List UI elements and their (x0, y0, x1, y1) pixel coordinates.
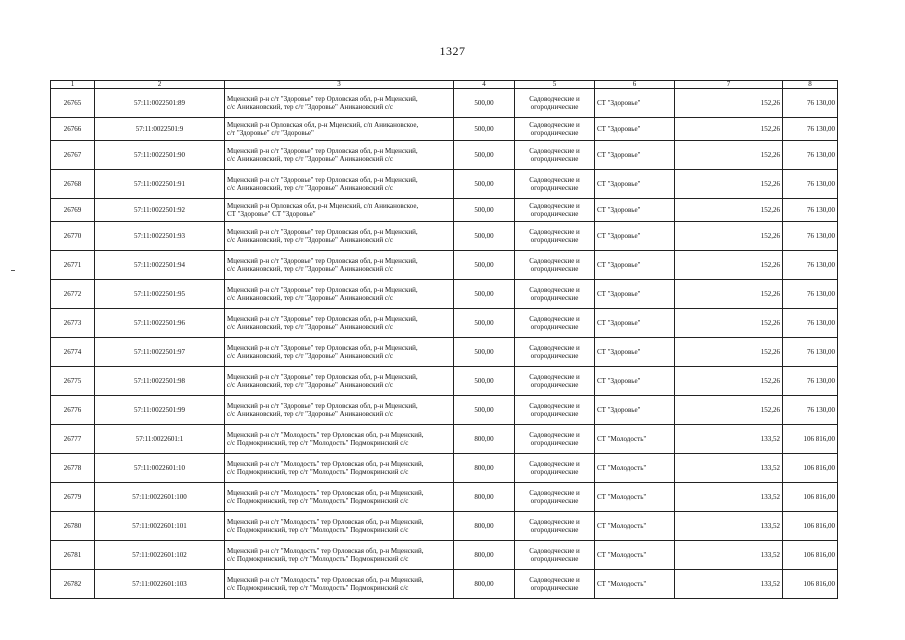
table-row (51, 367, 838, 396)
plot-area: 800,00 (454, 512, 515, 541)
address-line-1: Мценский р-н с/т "Здоровье" тер Орловская обл, р-н Мценский, (227, 343, 418, 352)
row-number: 26782 (51, 570, 95, 599)
plot-address (225, 425, 454, 454)
land-use-line-1: Садоводческие и (529, 343, 580, 352)
plot-address (225, 89, 454, 118)
address-line-1: Мценский р-н с/т "Здоровье" тер Орловская обл, р-н Мценский, (227, 256, 418, 265)
table-body (51, 89, 838, 599)
stray-mark (11, 270, 15, 271)
cadastral-value: 106 816,00 (783, 512, 838, 541)
cadastral-value: 76 130,00 (783, 170, 838, 199)
table-row (51, 338, 838, 367)
land-use-line-2: огороднические (530, 410, 579, 418)
partnership-name: СТ "Здоровье" (595, 396, 675, 425)
table-row (51, 396, 838, 425)
specific-value: 152,26 (675, 118, 783, 141)
land-use-line-2: огороднические (530, 323, 579, 331)
land-use (515, 280, 595, 309)
partnership-name: СТ "Молодость" (595, 570, 675, 599)
partnership-name: СТ "Молодость" (595, 454, 675, 483)
specific-value: 133,52 (675, 512, 783, 541)
specific-value: 152,26 (675, 222, 783, 251)
specific-value: 152,26 (675, 396, 783, 425)
specific-value: 152,26 (675, 89, 783, 118)
land-use-line-2: огороднические (530, 497, 579, 505)
plot-area: 500,00 (454, 280, 515, 309)
address-line-2: с/с Подмокринский, тер с/т "Молодость" Подмокринский с/с (227, 468, 409, 476)
plot-area: 500,00 (454, 89, 515, 118)
land-use-line-1: Садоводческие и (529, 488, 580, 497)
plot-address (225, 570, 454, 599)
cadastral-number: 57:11:0022601:103 (95, 570, 225, 599)
cadastral-number: 57:11:0022501:94 (95, 251, 225, 280)
land-use-line-1: Садоводческие и (529, 430, 580, 439)
land-use (515, 570, 595, 599)
row-number: 26779 (51, 483, 95, 512)
cadastral-value: 76 130,00 (783, 222, 838, 251)
cadastral-number: 57:11:0022501:99 (95, 396, 225, 425)
land-use-line-2: огороднические (530, 468, 579, 476)
land-use-line-2: огороднические (530, 155, 579, 163)
partnership-name: СТ "Здоровье" (595, 280, 675, 309)
partnership-name: СТ "Здоровье" (595, 338, 675, 367)
plot-area: 500,00 (454, 141, 515, 170)
specific-value: 133,52 (675, 483, 783, 512)
column-header-3: 3 (225, 81, 454, 89)
plot-address (225, 396, 454, 425)
specific-value: 152,26 (675, 170, 783, 199)
partnership-name: СТ "Здоровье" (595, 199, 675, 222)
land-use (515, 367, 595, 396)
table-row (51, 541, 838, 570)
address-line-1: Мценский р-н с/т "Молодость" тер Орловская обл, р-н Мценский, (227, 488, 424, 497)
cadastral-value: 76 130,00 (783, 118, 838, 141)
address-line-2: с/с Аникановский, тер с/т "Здоровье" Аникановский с/с (227, 294, 393, 302)
land-use-line-2: огороднические (530, 294, 579, 302)
plot-address (225, 118, 454, 141)
land-use (515, 222, 595, 251)
column-header-7: 7 (675, 81, 783, 89)
plot-area: 800,00 (454, 483, 515, 512)
partnership-name: СТ "Здоровье" (595, 222, 675, 251)
land-use-line-1: Садоводческие и (529, 314, 580, 323)
cadastral-number: 57:11:0022501:98 (95, 367, 225, 396)
partnership-name: СТ "Здоровье" (595, 118, 675, 141)
partnership-name: СТ "Здоровье" (595, 367, 675, 396)
plot-area: 800,00 (454, 570, 515, 599)
address-line-2: с/с Подмокринский, тер с/т "Молодость" Подмокринский с/с (227, 497, 409, 505)
land-use (515, 251, 595, 280)
cadastral-number: 57:11:0022501:9 (95, 118, 225, 141)
plot-address (225, 483, 454, 512)
land-use (515, 512, 595, 541)
specific-value: 152,26 (675, 309, 783, 338)
plot-address (225, 512, 454, 541)
plot-address (225, 280, 454, 309)
partnership-name: СТ "Здоровье" (595, 309, 675, 338)
land-use-line-2: огороднические (530, 439, 579, 447)
land-use (515, 170, 595, 199)
address-line-2: с/с Аникановский, тер с/т "Здоровье" Аникановский с/с (227, 103, 393, 111)
cadastral-number: 57:11:0022601:10 (95, 454, 225, 483)
plot-address (225, 251, 454, 280)
land-use (515, 396, 595, 425)
address-line-1: Мценский р-н с/т "Молодость" тер Орловская обл, р-н Мценский, (227, 575, 424, 584)
cadastral-number: 57:11:0022501:95 (95, 280, 225, 309)
address-line-1: Мценский р-н с/т "Здоровье" тер Орловская обл, р-н Мценский, (227, 94, 418, 103)
land-use (515, 454, 595, 483)
land-use-line-2: огороднические (530, 555, 579, 563)
plot-area: 500,00 (454, 309, 515, 338)
column-header-6: 6 (595, 81, 675, 89)
cadastral-value: 76 130,00 (783, 338, 838, 367)
address-line-2: с/с Аникановский, тер с/т "Здоровье" Аникановский с/с (227, 184, 393, 192)
cadastral-number: 57:11:0022501:97 (95, 338, 225, 367)
specific-value: 133,52 (675, 454, 783, 483)
land-use-line-2: огороднические (530, 236, 579, 244)
specific-value: 152,26 (675, 367, 783, 396)
address-line-1: Мценский р-н с/т "Здоровье" тер Орловская обл, р-н Мценский, (227, 314, 418, 323)
plot-address (225, 454, 454, 483)
specific-value: 152,26 (675, 251, 783, 280)
cadastral-number: 57:11:0022501:89 (95, 89, 225, 118)
table-row (51, 251, 838, 280)
row-number: 26765 (51, 89, 95, 118)
cadastral-value: 106 816,00 (783, 454, 838, 483)
cadastral-number: 57:11:0022601:100 (95, 483, 225, 512)
row-number: 26775 (51, 367, 95, 396)
cadastral-value: 76 130,00 (783, 141, 838, 170)
row-number: 26769 (51, 199, 95, 222)
row-number: 26774 (51, 338, 95, 367)
specific-value: 133,52 (675, 541, 783, 570)
address-line-2: с/с Подмокринский, тер с/т "Молодость" Подмокринский с/с (227, 439, 409, 447)
partnership-name: СТ "Молодость" (595, 541, 675, 570)
land-use (515, 483, 595, 512)
table-row (51, 222, 838, 251)
row-number: 26776 (51, 396, 95, 425)
plot-area: 500,00 (454, 170, 515, 199)
plot-address (225, 199, 454, 222)
cadastral-value: 106 816,00 (783, 570, 838, 599)
land-use-line-1: Садоводческие и (529, 201, 580, 210)
land-use-line-1: Садоводческие и (529, 575, 580, 584)
partnership-name: СТ "Молодость" (595, 483, 675, 512)
cadastral-number: 57:11:0022501:93 (95, 222, 225, 251)
row-number: 26766 (51, 118, 95, 141)
land-use-line-1: Садоводческие и (529, 94, 580, 103)
land-use-line-1: Садоводческие и (529, 459, 580, 468)
land-plot-table (50, 80, 838, 599)
column-header-4: 4 (454, 81, 515, 89)
row-number: 26771 (51, 251, 95, 280)
table-row (51, 425, 838, 454)
row-number: 26772 (51, 280, 95, 309)
page-number: 1327 (439, 44, 466, 58)
land-use (515, 141, 595, 170)
plot-area: 500,00 (454, 199, 515, 222)
land-use-line-1: Садоводческие и (529, 227, 580, 236)
plot-area: 500,00 (454, 222, 515, 251)
address-line-2: СТ "Здоровье" СТ "Здоровье" (227, 210, 316, 218)
address-line-1: Мценский р-н с/т "Здоровье" тер Орловская обл, р-н Мценский, (227, 372, 418, 381)
land-use-line-1: Садоводческие и (529, 120, 580, 129)
address-line-1: Мценский р-н с/т "Здоровье" тер Орловская обл, р-н Мценский, (227, 285, 418, 294)
column-header-2: 2 (95, 81, 225, 89)
address-line-1: Мценский р-н с/т "Молодость" тер Орловская обл, р-н Мценский, (227, 459, 424, 468)
land-use-line-1: Садоводческие и (529, 285, 580, 294)
land-use-line-2: огороднические (530, 129, 579, 137)
address-line-1: Мценский р-н с/т "Здоровье" тер Орловская обл, р-н Мценский, (227, 227, 418, 236)
land-use-line-2: огороднические (530, 381, 579, 389)
plot-area: 800,00 (454, 454, 515, 483)
column-header-5: 5 (515, 81, 595, 89)
land-use-line-2: огороднические (530, 210, 579, 218)
land-use (515, 541, 595, 570)
partnership-name: СТ "Здоровье" (595, 170, 675, 199)
land-use-line-2: огороднические (530, 184, 579, 192)
table-row (51, 118, 838, 141)
plot-area: 500,00 (454, 396, 515, 425)
cadastral-number: 57:11:0022501:96 (95, 309, 225, 338)
table-row (51, 280, 838, 309)
plot-area: 500,00 (454, 251, 515, 280)
address-line-1: Мценский р-н Орловская обл, р-н Мценский, с/п Аникановское, (227, 201, 419, 210)
address-line-1: Мценский р-н с/т "Здоровье" тер Орловская обл, р-н Мценский, (227, 401, 418, 410)
plot-area: 800,00 (454, 425, 515, 454)
header-row (51, 81, 838, 89)
address-line-2: с/с Аникановский, тер с/т "Здоровье" Аникановский с/с (227, 410, 393, 418)
address-line-1: Мценский р-н с/т "Здоровье" тер Орловская обл, р-н Мценский, (227, 146, 418, 155)
cadastral-value: 76 130,00 (783, 309, 838, 338)
plot-area: 500,00 (454, 118, 515, 141)
cadastral-number: 57:11:0022501:90 (95, 141, 225, 170)
specific-value: 133,52 (675, 425, 783, 454)
cadastral-value: 106 816,00 (783, 483, 838, 512)
plot-address (225, 222, 454, 251)
land-use (515, 338, 595, 367)
column-header-8: 8 (783, 81, 838, 89)
plot-address (225, 141, 454, 170)
partnership-name: СТ "Здоровье" (595, 89, 675, 118)
plot-address (225, 541, 454, 570)
address-line-2: с/с Аникановский, тер с/т "Здоровье" Аникановский с/с (227, 381, 393, 389)
cadastral-value: 106 816,00 (783, 541, 838, 570)
cadastral-value: 76 130,00 (783, 367, 838, 396)
land-use (515, 199, 595, 222)
land-use-line-2: огороднические (530, 584, 579, 592)
table-row (51, 89, 838, 118)
land-use-line-1: Садоводческие и (529, 256, 580, 265)
column-header-1: 1 (51, 81, 95, 89)
plot-area: 500,00 (454, 338, 515, 367)
table-row (51, 199, 838, 222)
cadastral-number: 57:11:0022501:91 (95, 170, 225, 199)
table-row (51, 570, 838, 599)
address-line-2: с/с Аникановский, тер с/т "Здоровье" Аникановский с/с (227, 265, 393, 273)
land-use-line-1: Садоводческие и (529, 146, 580, 155)
address-line-1: Мценский р-н Орловская обл, р-н Мценский, с/п Аникановское, (227, 120, 419, 129)
land-use-line-2: огороднические (530, 352, 579, 360)
land-use (515, 425, 595, 454)
cadastral-value: 76 130,00 (783, 251, 838, 280)
row-number: 26767 (51, 141, 95, 170)
plot-area: 800,00 (454, 541, 515, 570)
row-number: 26773 (51, 309, 95, 338)
address-line-1: Мценский р-н с/т "Молодость" тер Орловская обл, р-н Мценский, (227, 430, 424, 439)
plot-address (225, 170, 454, 199)
partnership-name: СТ "Здоровье" (595, 251, 675, 280)
land-use (515, 309, 595, 338)
plot-address (225, 309, 454, 338)
cadastral-value: 76 130,00 (783, 89, 838, 118)
row-number: 26781 (51, 541, 95, 570)
table-row (51, 309, 838, 338)
address-line-2: с/с Аникановский, тер с/т "Здоровье" Аникановский с/с (227, 352, 393, 360)
row-number: 26777 (51, 425, 95, 454)
address-line-2: с/с Аникановский, тер с/т "Здоровье" Аникановский с/с (227, 155, 393, 163)
land-use-line-1: Садоводческие и (529, 546, 580, 555)
plot-address (225, 338, 454, 367)
cadastral-value: 76 130,00 (783, 199, 838, 222)
table-row (51, 141, 838, 170)
partnership-name: СТ "Молодость" (595, 512, 675, 541)
row-number: 26770 (51, 222, 95, 251)
partnership-name: СТ "Здоровье" (595, 141, 675, 170)
land-use-line-2: огороднические (530, 103, 579, 111)
cadastral-number: 57:11:0022601:1 (95, 425, 225, 454)
address-line-2: с/с Подмокринский, тер с/т "Молодость" Подмокринский с/с (227, 584, 409, 592)
land-use-line-1: Садоводческие и (529, 517, 580, 526)
table-row (51, 483, 838, 512)
specific-value: 152,26 (675, 141, 783, 170)
address-line-1: Мценский р-н с/т "Молодость" тер Орловская обл, р-н Мценский, (227, 517, 424, 526)
specific-value: 133,52 (675, 570, 783, 599)
address-line-2: с/т "Здоровье" с/т "Здоровье" (227, 129, 314, 137)
land-use-line-1: Садоводческие и (529, 175, 580, 184)
address-line-2: с/с Подмокринский, тер с/т "Молодость" Подмокринский с/с (227, 555, 409, 563)
address-line-1: Мценский р-н с/т "Здоровье" тер Орловская обл, р-н Мценский, (227, 175, 418, 184)
table-row (51, 454, 838, 483)
land-use-line-1: Садоводческие и (529, 401, 580, 410)
cadastral-number: 57:11:0022601:102 (95, 541, 225, 570)
cadastral-number: 57:11:0022501:92 (95, 199, 225, 222)
table-row (51, 512, 838, 541)
land-use-line-2: огороднические (530, 265, 579, 273)
plot-area: 500,00 (454, 367, 515, 396)
address-line-2: с/с Аникановский, тер с/т "Здоровье" Аникановский с/с (227, 323, 393, 331)
row-number: 26768 (51, 170, 95, 199)
partnership-name: СТ "Молодость" (595, 425, 675, 454)
cadastral-number: 57:11:0022601:101 (95, 512, 225, 541)
land-use (515, 89, 595, 118)
specific-value: 152,26 (675, 338, 783, 367)
cadastral-value: 76 130,00 (783, 396, 838, 425)
address-line-1: Мценский р-н с/т "Молодость" тер Орловская обл, р-н Мценский, (227, 546, 424, 555)
address-line-2: с/с Аникановский, тер с/т "Здоровье" Аникановский с/с (227, 236, 393, 244)
specific-value: 152,26 (675, 199, 783, 222)
cadastral-value: 76 130,00 (783, 280, 838, 309)
land-use-line-1: Садоводческие и (529, 372, 580, 381)
plot-address (225, 367, 454, 396)
row-number: 26778 (51, 454, 95, 483)
specific-value: 152,26 (675, 280, 783, 309)
land-use (515, 118, 595, 141)
cadastral-value: 106 816,00 (783, 425, 838, 454)
table-row (51, 170, 838, 199)
land-use-line-2: огороднические (530, 526, 579, 534)
address-line-2: с/с Подмокринский, тер с/т "Молодость" Подмокринский с/с (227, 526, 409, 534)
row-number: 26780 (51, 512, 95, 541)
